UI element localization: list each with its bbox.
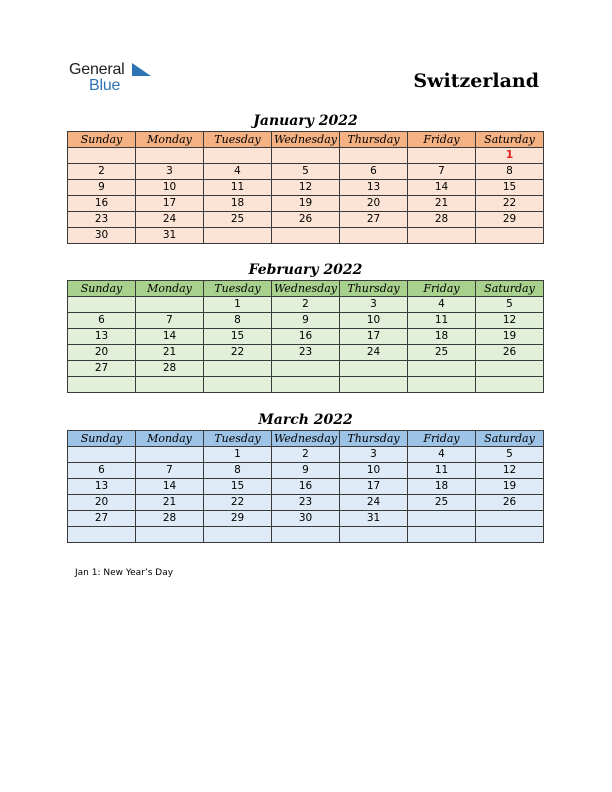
weekday-header-sunday: Sunday: [68, 281, 136, 297]
day-cell: 6: [68, 463, 136, 479]
day-cell: 6: [68, 313, 136, 329]
day-cell: 11: [204, 180, 272, 196]
day-cell: [408, 377, 476, 393]
week-row: [68, 495, 544, 511]
day-cell: 3: [136, 164, 204, 180]
day-cell: 7: [408, 164, 476, 180]
generalblue-logo: [69, 61, 179, 97]
day-cell: 16: [272, 479, 340, 495]
day-cell: [408, 228, 476, 244]
day-cell: [340, 148, 408, 164]
day-cell: 29: [204, 511, 272, 527]
week-row: [68, 479, 544, 495]
day-cell: 8: [204, 463, 272, 479]
day-cell: 11: [408, 463, 476, 479]
week-row: [68, 180, 544, 196]
day-cell: 17: [136, 196, 204, 212]
day-cell: 23: [272, 345, 340, 361]
weekday-header-row: [68, 431, 544, 447]
day-cell: 26: [272, 212, 340, 228]
week-row: [68, 527, 544, 543]
weekday-header-monday: Monday: [136, 132, 204, 148]
day-cell: [136, 297, 204, 313]
day-cell: 14: [136, 479, 204, 495]
calendar-body: [68, 447, 544, 543]
day-cell: 4: [408, 447, 476, 463]
day-cell: 1: [204, 447, 272, 463]
day-cell: 20: [340, 196, 408, 212]
weekday-header-friday: Friday: [408, 132, 476, 148]
day-cell: 13: [68, 329, 136, 345]
day-cell: 26: [476, 495, 544, 511]
day-cell: 9: [272, 313, 340, 329]
day-cell: [272, 228, 340, 244]
month-title: March 2022: [258, 412, 353, 428]
weekday-header-saturday: Saturday: [476, 281, 544, 297]
day-cell: [136, 148, 204, 164]
calendar-grid: [67, 430, 544, 543]
day-cell: [408, 361, 476, 377]
logo-text-blue: Blue: [89, 77, 121, 94]
day-cell: [476, 377, 544, 393]
day-cell: 15: [204, 479, 272, 495]
day-cell: 1: [476, 148, 544, 164]
day-cell: [136, 447, 204, 463]
day-cell: 22: [476, 196, 544, 212]
week-row: [68, 511, 544, 527]
week-row: [68, 361, 544, 377]
day-cell: 24: [136, 212, 204, 228]
day-cell: [272, 148, 340, 164]
day-cell: 15: [204, 329, 272, 345]
day-cell: 12: [476, 313, 544, 329]
week-row: [68, 164, 544, 180]
day-cell: 9: [272, 463, 340, 479]
day-cell: [408, 148, 476, 164]
day-cell: [340, 377, 408, 393]
day-cell: 10: [340, 313, 408, 329]
day-cell: 31: [340, 511, 408, 527]
weekday-header-row: [68, 132, 544, 148]
day-cell: [272, 361, 340, 377]
week-row: [68, 196, 544, 212]
day-cell: 17: [340, 479, 408, 495]
week-row: [68, 228, 544, 244]
calendar-body: [68, 297, 544, 393]
week-row: [68, 329, 544, 345]
day-cell: 4: [204, 164, 272, 180]
day-cell: 3: [340, 447, 408, 463]
day-cell: 17: [340, 329, 408, 345]
weekday-header-friday: Friday: [408, 281, 476, 297]
day-cell: 15: [476, 180, 544, 196]
day-cell: 25: [408, 495, 476, 511]
week-row: [68, 377, 544, 393]
calendar-grid: [67, 131, 544, 244]
day-cell: 8: [204, 313, 272, 329]
day-cell: 29: [476, 212, 544, 228]
month-title: February 2022: [248, 262, 363, 278]
day-cell: 9: [68, 180, 136, 196]
day-cell: 24: [340, 495, 408, 511]
day-cell: [68, 377, 136, 393]
week-row: [68, 463, 544, 479]
logo-text-general: General: [69, 61, 125, 78]
day-cell: 13: [68, 479, 136, 495]
day-cell: [408, 511, 476, 527]
day-cell: 10: [340, 463, 408, 479]
day-cell: 21: [408, 196, 476, 212]
day-cell: [136, 527, 204, 543]
day-cell: 31: [136, 228, 204, 244]
day-cell: 20: [68, 495, 136, 511]
day-cell: [476, 361, 544, 377]
day-cell: 2: [68, 164, 136, 180]
day-cell: 27: [68, 361, 136, 377]
day-cell: 6: [340, 164, 408, 180]
weekday-header-monday: Monday: [136, 431, 204, 447]
month-january: [67, 111, 544, 244]
day-cell: 27: [340, 212, 408, 228]
day-cell: [204, 527, 272, 543]
weekday-header-tuesday: Tuesday: [204, 132, 272, 148]
day-cell: 25: [204, 212, 272, 228]
weekday-header-row: [68, 281, 544, 297]
day-cell: 22: [204, 345, 272, 361]
day-cell: 5: [272, 164, 340, 180]
day-cell: 11: [408, 313, 476, 329]
day-cell: 13: [340, 180, 408, 196]
day-cell: 19: [476, 479, 544, 495]
day-cell: 18: [408, 329, 476, 345]
day-cell: [68, 297, 136, 313]
week-row: [68, 148, 544, 164]
day-cell: 5: [476, 297, 544, 313]
day-cell: 21: [136, 495, 204, 511]
day-cell: [68, 527, 136, 543]
day-cell: 18: [408, 479, 476, 495]
weekday-header-monday: Monday: [136, 281, 204, 297]
day-cell: 19: [272, 196, 340, 212]
holiday-note: Jan 1: New Year’s Day: [75, 568, 174, 578]
day-cell: 7: [136, 313, 204, 329]
weekday-header-sunday: Sunday: [68, 132, 136, 148]
day-cell: 5: [476, 447, 544, 463]
day-cell: 23: [68, 212, 136, 228]
day-cell: [272, 527, 340, 543]
weekday-header-thursday: Thursday: [340, 431, 408, 447]
day-cell: [476, 228, 544, 244]
day-cell: 4: [408, 297, 476, 313]
day-cell: 14: [408, 180, 476, 196]
day-cell: 3: [340, 297, 408, 313]
day-cell: 24: [340, 345, 408, 361]
day-cell: [476, 511, 544, 527]
day-cell: [204, 228, 272, 244]
weekday-header-saturday: Saturday: [476, 132, 544, 148]
day-cell: 30: [272, 511, 340, 527]
day-cell: 28: [136, 361, 204, 377]
weekday-header-friday: Friday: [408, 431, 476, 447]
day-cell: 2: [272, 297, 340, 313]
weekday-header-tuesday: Tuesday: [204, 281, 272, 297]
month-february: [67, 260, 544, 393]
day-cell: 30: [68, 228, 136, 244]
logo-triangle-icon: [132, 63, 152, 77]
country-title: Switzerland: [413, 70, 539, 92]
day-cell: 23: [272, 495, 340, 511]
day-cell: 8: [476, 164, 544, 180]
calendar-body: [68, 148, 544, 244]
day-cell: 16: [272, 329, 340, 345]
weekday-header-saturday: Saturday: [476, 431, 544, 447]
weekday-header-tuesday: Tuesday: [204, 431, 272, 447]
day-cell: 27: [68, 511, 136, 527]
day-cell: 1: [204, 297, 272, 313]
day-cell: 28: [408, 212, 476, 228]
day-cell: [136, 377, 204, 393]
weekday-header-wednesday: Wednesday: [272, 431, 340, 447]
day-cell: [68, 148, 136, 164]
day-cell: 26: [476, 345, 544, 361]
day-cell: [204, 148, 272, 164]
calendar-grid: [67, 280, 544, 393]
day-cell: 12: [476, 463, 544, 479]
day-cell: [272, 377, 340, 393]
week-row: [68, 345, 544, 361]
day-cell: [340, 527, 408, 543]
week-row: [68, 313, 544, 329]
day-cell: 12: [272, 180, 340, 196]
day-cell: [340, 228, 408, 244]
day-cell: [68, 447, 136, 463]
week-row: [68, 297, 544, 313]
day-cell: 22: [204, 495, 272, 511]
day-cell: [204, 377, 272, 393]
day-cell: [204, 361, 272, 377]
day-cell: 21: [136, 345, 204, 361]
day-cell: 18: [204, 196, 272, 212]
day-cell: 20: [68, 345, 136, 361]
day-cell: [340, 361, 408, 377]
week-row: [68, 212, 544, 228]
weekday-header-wednesday: Wednesday: [272, 132, 340, 148]
day-cell: 25: [408, 345, 476, 361]
weekday-header-thursday: Thursday: [340, 132, 408, 148]
day-cell: 14: [136, 329, 204, 345]
day-cell: 16: [68, 196, 136, 212]
weekday-header-sunday: Sunday: [68, 431, 136, 447]
week-row: [68, 447, 544, 463]
weekday-header-wednesday: Wednesday: [272, 281, 340, 297]
day-cell: 19: [476, 329, 544, 345]
day-cell: 10: [136, 180, 204, 196]
day-cell: [408, 527, 476, 543]
weekday-header-thursday: Thursday: [340, 281, 408, 297]
day-cell: 28: [136, 511, 204, 527]
month-title: January 2022: [253, 113, 358, 129]
day-cell: 2: [272, 447, 340, 463]
holiday-notes: [75, 568, 173, 578]
month-march: [67, 410, 544, 543]
day-cell: [476, 527, 544, 543]
day-cell: 7: [136, 463, 204, 479]
